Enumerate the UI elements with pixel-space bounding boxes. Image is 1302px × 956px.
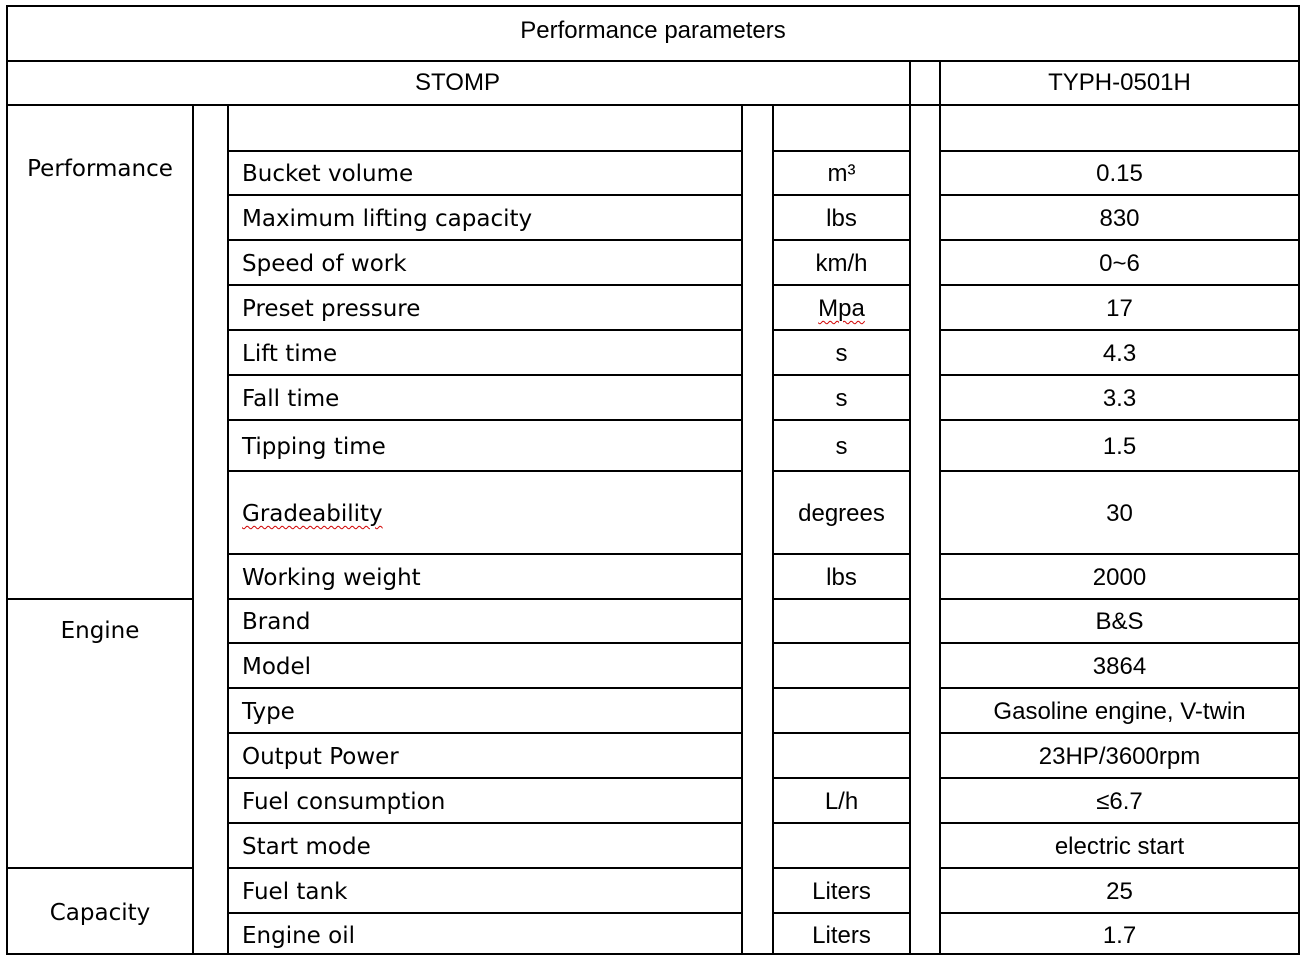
unit-cell: lbs <box>826 205 857 232</box>
table-title: Performance parameters <box>520 17 786 44</box>
value-cell: 2000 <box>1092 564 1147 591</box>
row-divider <box>939 419 1300 421</box>
row-divider <box>772 642 911 644</box>
row-divider <box>939 239 1300 241</box>
row-divider <box>939 732 1300 734</box>
title-row-divider <box>6 60 1300 62</box>
value-cell: 0~6 <box>1099 250 1140 277</box>
unit-cell-text: Mpa <box>818 295 865 322</box>
row-divider <box>772 553 911 555</box>
value-cell: 3.3 <box>1102 385 1137 412</box>
value-cell: 0.15 <box>1096 160 1143 187</box>
row-divider <box>772 150 911 152</box>
param-cell: Brand <box>242 609 311 635</box>
table-border-right <box>1298 5 1300 955</box>
unit-cell: s <box>835 433 848 460</box>
group-divider-engine <box>6 598 194 600</box>
value-cell: 830 <box>1099 205 1140 232</box>
param-cell: Engine oil <box>242 923 355 949</box>
row-divider <box>939 284 1300 286</box>
row-divider <box>227 642 743 644</box>
row-divider <box>772 598 911 600</box>
group-label-performance: Performance <box>27 156 173 182</box>
unit-cell: s <box>835 340 848 367</box>
param-cell: Preset pressure <box>242 296 421 322</box>
param-cell: Fall time <box>242 386 340 412</box>
row-divider <box>939 194 1300 196</box>
param-cell: Fuel tank <box>242 879 348 905</box>
row-divider <box>227 912 743 914</box>
group-column-line <box>192 104 194 955</box>
row-divider <box>939 642 1300 644</box>
row-divider <box>772 822 911 824</box>
unit-cell: degrees <box>798 500 885 527</box>
unit-cell: s <box>835 385 848 412</box>
header-row-divider <box>6 104 1300 106</box>
model-number-header: TYPH-0501H <box>1048 69 1191 96</box>
table-border-left <box>6 5 8 955</box>
param-column-line <box>227 104 229 955</box>
unit-cell: Liters <box>812 878 871 905</box>
row-divider <box>772 419 911 421</box>
row-divider <box>227 194 743 196</box>
value-cell: 4.3 <box>1102 340 1137 367</box>
group-divider-capacity <box>6 867 194 869</box>
value-cell: 23HP/3600rpm <box>1038 743 1201 770</box>
row-divider <box>772 374 911 376</box>
row-divider <box>227 419 743 421</box>
param-cell: Type <box>242 699 295 725</box>
row-divider <box>772 284 911 286</box>
row-divider <box>939 598 1300 600</box>
row-divider <box>939 470 1300 472</box>
unit-cell: L/h <box>824 788 859 815</box>
group-label-engine: Engine <box>60 618 140 644</box>
value-cell: 17 <box>1106 295 1133 322</box>
param-cell: Start mode <box>242 834 371 860</box>
group-label-capacity: Capacity <box>49 900 151 926</box>
value-cell: B&S <box>1095 608 1144 635</box>
table-border-bottom <box>6 953 1300 955</box>
product-name-header: STOMP <box>415 69 500 96</box>
row-divider <box>939 912 1300 914</box>
unit-cell: km/h <box>815 250 868 277</box>
row-divider <box>227 553 743 555</box>
row-divider <box>227 329 743 331</box>
unit-cell: m³ <box>827 160 856 187</box>
unit-cell: lbs <box>826 564 857 591</box>
row-divider <box>227 777 743 779</box>
param-cell: Lift time <box>242 341 338 367</box>
value-cell: ≤6.7 <box>1096 788 1143 815</box>
row-divider <box>772 194 911 196</box>
row-divider <box>227 239 743 241</box>
param-cell: Speed of work <box>242 251 407 277</box>
row-divider <box>772 239 911 241</box>
row-divider <box>772 732 911 734</box>
param-cell: Output Power <box>242 744 399 770</box>
param-cell: Bucket volume <box>242 161 414 187</box>
param-cell <box>242 500 737 528</box>
row-divider <box>227 150 743 152</box>
param-cell: Model <box>242 654 312 680</box>
row-divider <box>939 553 1300 555</box>
param-cell: Working weight <box>242 565 421 591</box>
row-divider <box>227 374 743 376</box>
row-divider <box>227 598 743 600</box>
row-divider <box>227 687 743 689</box>
param-cell: Tipping time <box>242 434 386 460</box>
row-divider <box>772 867 911 869</box>
row-divider <box>227 822 743 824</box>
row-divider <box>939 329 1300 331</box>
unit-cell: Liters <box>812 922 871 949</box>
row-divider <box>939 150 1300 152</box>
param-cell: Fuel consumption <box>242 789 446 815</box>
unit-cell <box>774 295 909 323</box>
row-divider <box>227 284 743 286</box>
value-cell: 1.5 <box>1102 433 1137 460</box>
value-cell: Gasoline engine, V-twin <box>993 698 1246 725</box>
param-cell: Maximum lifting capacity <box>242 206 533 232</box>
row-divider <box>939 374 1300 376</box>
value-cell: 30 <box>1106 500 1133 527</box>
row-divider <box>227 732 743 734</box>
row-divider <box>227 470 743 472</box>
row-divider <box>772 470 911 472</box>
table-border-top <box>6 5 1300 7</box>
row-divider <box>227 867 743 869</box>
param-gap-left-line <box>741 104 743 955</box>
value-cell: 1.7 <box>1102 922 1137 949</box>
row-divider <box>939 687 1300 689</box>
row-divider <box>772 329 911 331</box>
row-divider <box>939 777 1300 779</box>
value-cell: 3864 <box>1092 653 1147 680</box>
row-divider <box>772 777 911 779</box>
row-divider <box>939 822 1300 824</box>
row-divider <box>772 687 911 689</box>
value-cell: 25 <box>1106 878 1133 905</box>
value-cell: electric start <box>1054 833 1185 860</box>
row-divider <box>939 867 1300 869</box>
param-cell-text: Gradeability <box>242 501 383 527</box>
row-divider <box>772 912 911 914</box>
